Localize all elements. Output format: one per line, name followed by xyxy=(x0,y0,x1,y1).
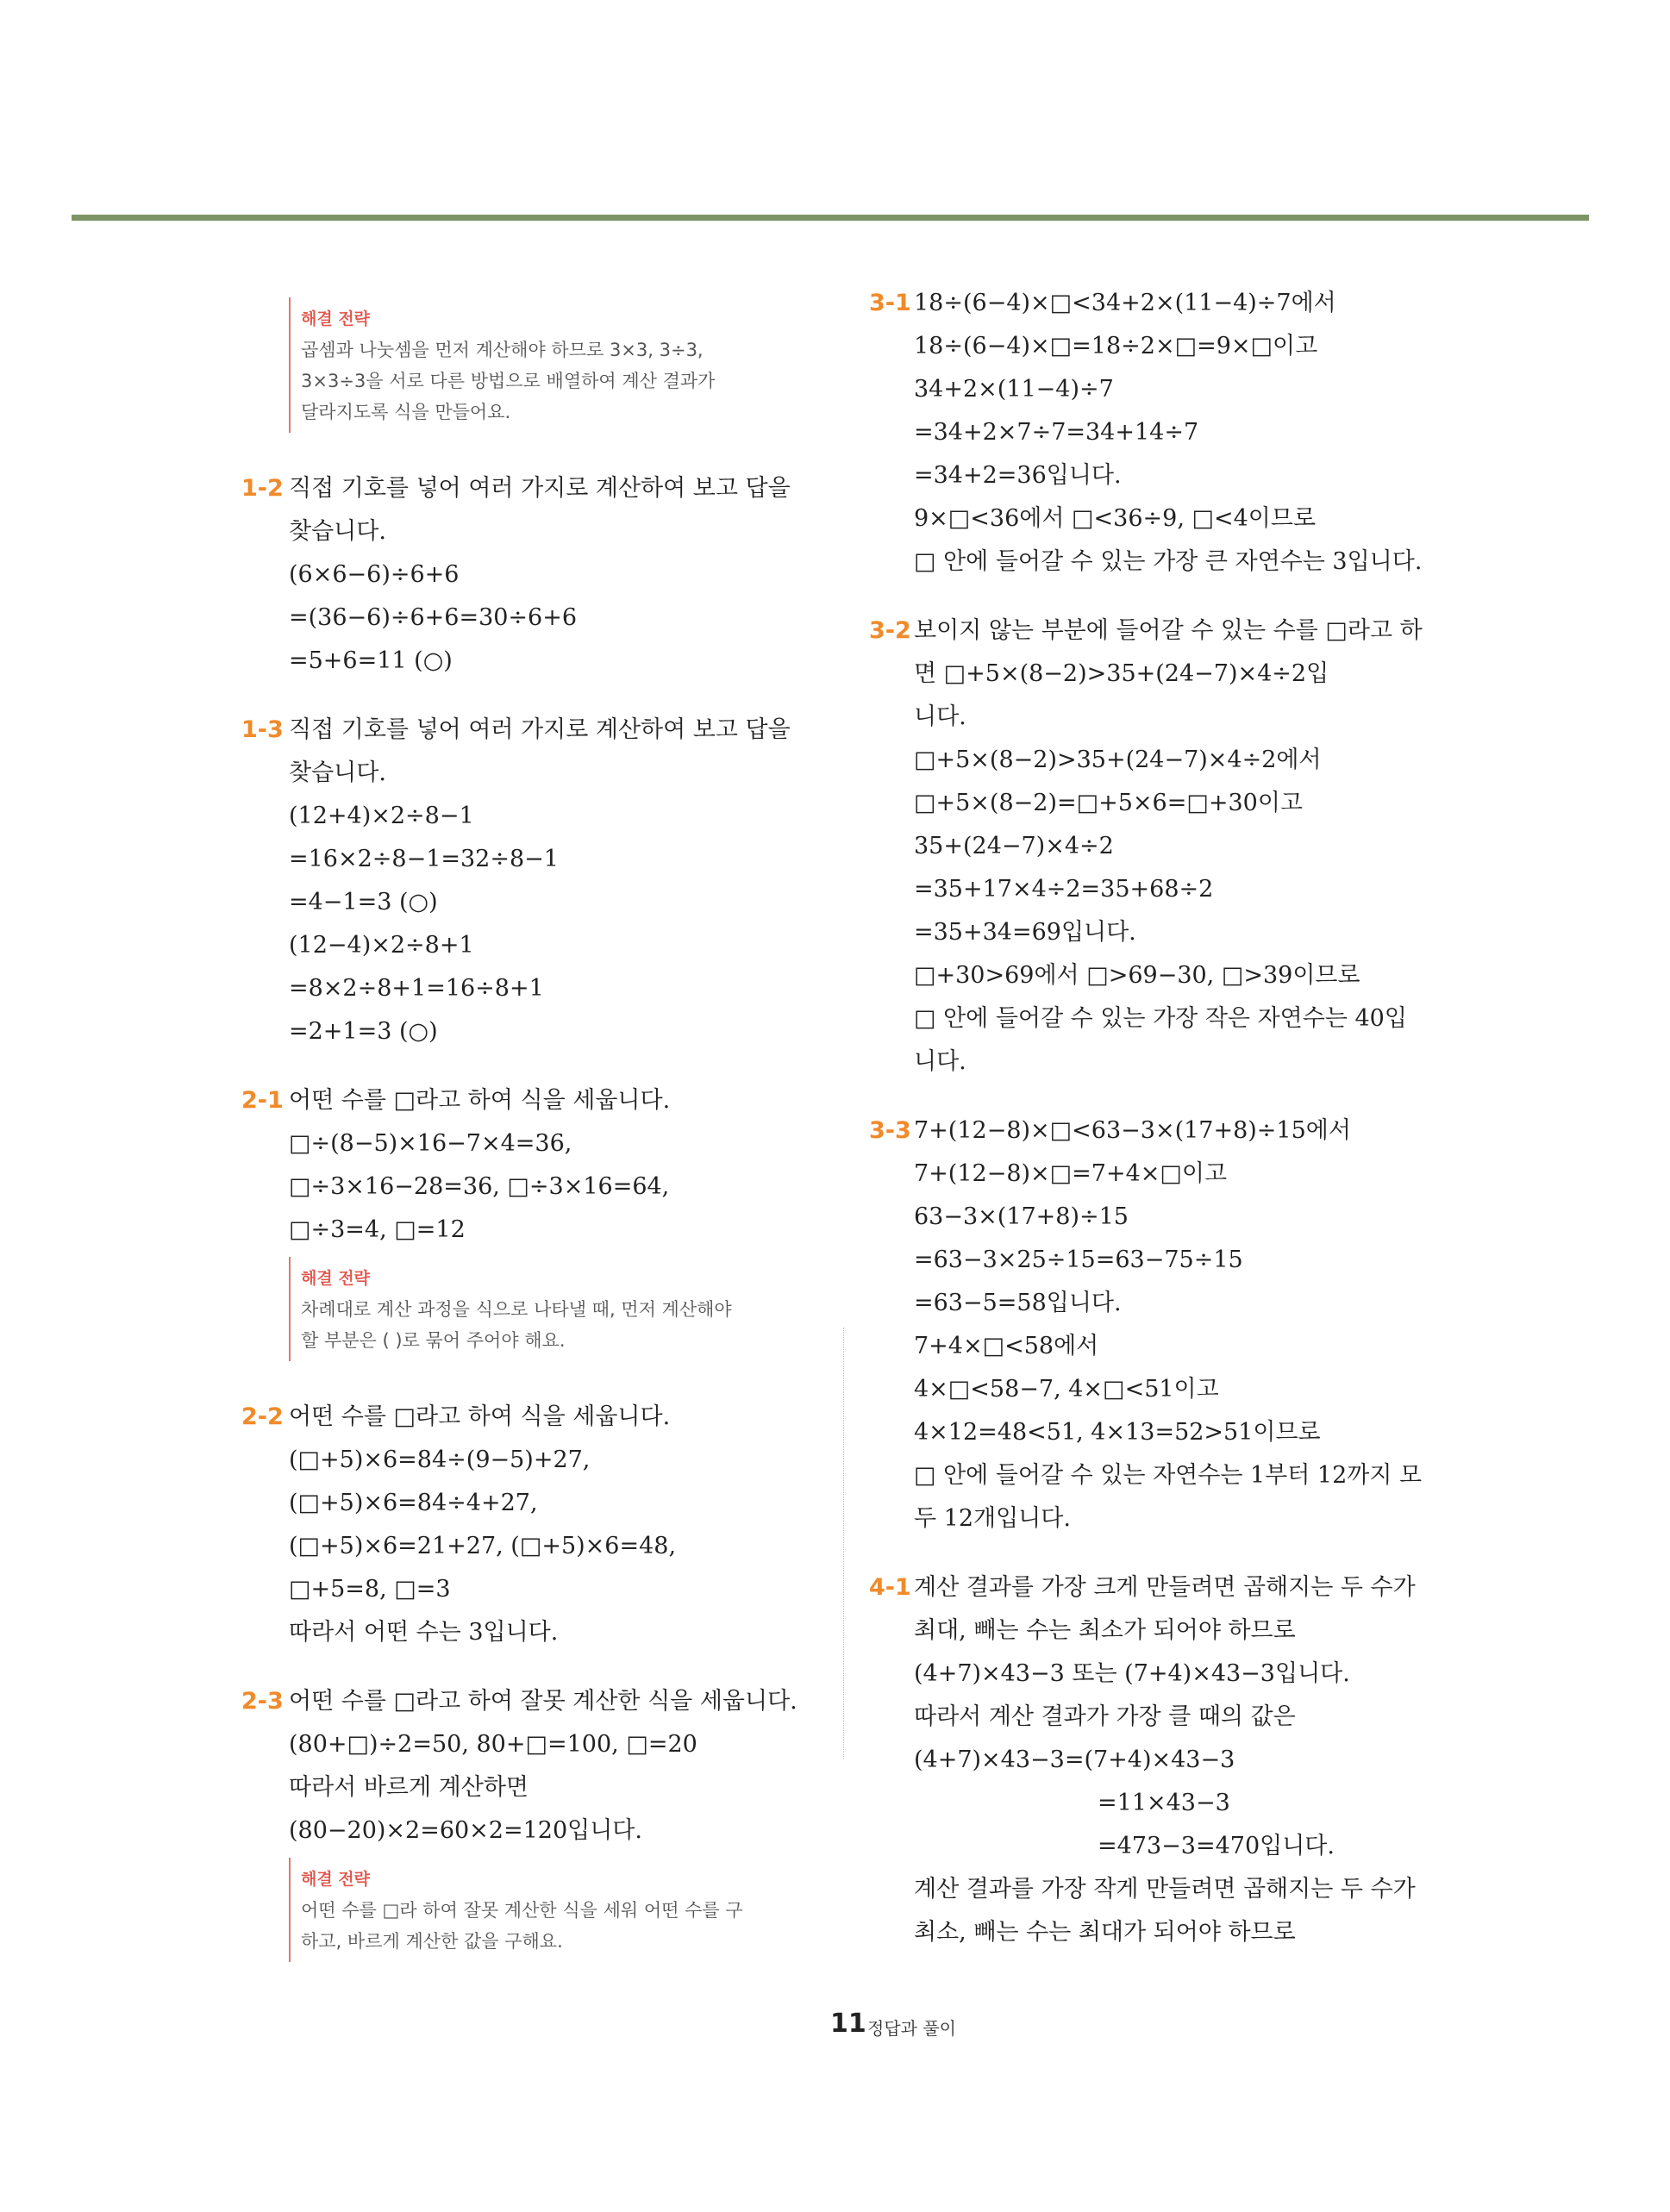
strategy-line: 할 부분은 ( )로 묶어 주어야 해요. xyxy=(301,1330,566,1351)
problem-number: 3-2 xyxy=(869,617,911,644)
solution-line: 직접 기호를 넣어 여러 가지로 계산하여 보고 답을 xyxy=(289,716,791,743)
problem-number: 1-3 xyxy=(241,716,284,743)
problem-number: 3-1 xyxy=(869,290,911,316)
problem-3-3 xyxy=(869,1109,1442,1540)
problem-number: 2-1 xyxy=(241,1087,284,1114)
solution-line: 계산 결과를 가장 크게 만들려면 곱해지는 두 수가 xyxy=(914,1574,1416,1601)
solution-line: 7+(12−8)×□=7+4×□이고 xyxy=(914,1160,1228,1187)
strategy-box-3 xyxy=(289,1858,828,1962)
solution-line: 따라서 계산 결과가 가장 클 때의 값은 xyxy=(914,1703,1296,1730)
solution-line: (□+5)×6=84÷(9−5)+27, xyxy=(289,1447,591,1473)
left-column xyxy=(241,297,828,1996)
problem-number: 3-3 xyxy=(869,1117,911,1144)
problem-1-3 xyxy=(241,709,828,1053)
solution-line: =63−5=58입니다. xyxy=(914,1290,1122,1316)
solution-line: =63−3×25÷15=63−75÷15 xyxy=(914,1247,1243,1273)
solution-line: 63−3×(17+8)÷15 xyxy=(914,1203,1129,1230)
solution-line: =35+17×4÷2=35+68÷2 xyxy=(914,876,1214,903)
page-label: 정답과 풀이 xyxy=(867,2018,956,2039)
solution-line: 어떤 수를 □라고 하여 잘못 계산한 식을 세웁니다. xyxy=(289,1688,797,1715)
solution-line: 계산 결과를 가장 작게 만들려면 곱해지는 두 수가 xyxy=(914,1876,1416,1903)
solution-line: 따라서 바르게 계산하면 xyxy=(289,1774,529,1801)
solution-line: =34+2×7÷7=34+14÷7 xyxy=(914,419,1199,446)
solution-line: 35+(24−7)×4÷2 xyxy=(914,833,1114,859)
solution-line: □+30>69에서 □>69−30, □>39이므로 xyxy=(914,962,1360,989)
problem-4-1 xyxy=(869,1566,1442,1954)
problem-3-1 xyxy=(869,282,1442,584)
strategy-box-1 xyxy=(289,297,828,433)
right-column xyxy=(869,282,1442,1980)
solution-line: 찾습니다. xyxy=(289,518,386,545)
page-number: 11 xyxy=(830,2009,866,2039)
solution-line: 7+(12−8)×□<63−3×(17+8)÷15에서 xyxy=(914,1117,1351,1144)
problem-number: 2-2 xyxy=(241,1403,284,1430)
problem-2-1 xyxy=(241,1079,828,1252)
column-divider xyxy=(843,1328,844,1759)
strategy-line: 곱셈과 나눗셈을 먼저 계산해야 하므로 3×3, 3÷3, xyxy=(301,340,704,360)
solution-line: 최대, 빼는 수는 최소가 되어야 하므로 xyxy=(914,1617,1296,1644)
problem-2-2 xyxy=(241,1396,828,1654)
strategy-line: 3×3÷3을 서로 다른 방법으로 배열하여 계산 결과가 xyxy=(301,371,716,391)
solution-line: □+5×(8−2)>35+(24−7)×4÷2에서 xyxy=(914,747,1322,773)
solution-line: (12−4)×2÷8+1 xyxy=(289,932,474,959)
solution-line: □ 안에 들어갈 수 있는 가장 작은 자연수는 40입 xyxy=(914,1005,1407,1032)
strategy-line: 달라지도록 식을 만들어요. xyxy=(301,402,511,422)
solution-line: □÷3=4, □=12 xyxy=(289,1216,466,1243)
strategy-title: 해결 전략 xyxy=(301,1269,371,1288)
solution-line: =(36−6)÷6+6=30÷6+6 xyxy=(289,604,578,631)
solution-line: (4+7)×43−3=(7+4)×43−3 xyxy=(914,1746,1235,1773)
solution-line: (12+4)×2÷8−1 xyxy=(289,803,474,829)
solution-line: =11×43−3 xyxy=(1098,1790,1230,1816)
solution-line: □÷(8−5)×16−7×4=36, xyxy=(289,1130,572,1157)
solution-line: 최소, 빼는 수는 최대가 되어야 하므로 xyxy=(914,1919,1296,1946)
solution-line: =2+1=3 (○) xyxy=(289,1018,438,1045)
solution-line: □ 안에 들어갈 수 있는 자연수는 1부터 12까지 모 xyxy=(914,1462,1423,1489)
problem-number: 1-2 xyxy=(241,475,284,502)
strategy-box-2 xyxy=(289,1257,828,1361)
solution-line: =35+34=69입니다. xyxy=(914,919,1136,946)
problem-1-2 xyxy=(241,467,828,683)
solution-line: 니다. xyxy=(914,703,966,730)
solution-line: 4×□<58−7, 4×□<51이고 xyxy=(914,1376,1219,1403)
solution-line: (4+7)×43−3 또는 (7+4)×43−3입니다. xyxy=(914,1660,1350,1687)
solution-line: □+5=8, □=3 xyxy=(289,1576,451,1603)
solution-line: 18÷(6−4)×□<34+2×(11−4)÷7에서 xyxy=(914,290,1336,316)
strategy-line: 하고, 바르게 계산한 값을 구해요. xyxy=(301,1931,563,1952)
solution-line: 4×12=48<51, 4×13=52>51이므로 xyxy=(914,1419,1321,1446)
solution-line: 니다. xyxy=(914,1048,966,1075)
problem-3-2 xyxy=(869,609,1442,1084)
solution-line: □ 안에 들어갈 수 있는 가장 큰 자연수는 3입니다. xyxy=(914,548,1423,575)
solution-line: 찾습니다. xyxy=(289,759,386,786)
solution-line: (80+□)÷2=50, 80+□=100, □=20 xyxy=(289,1731,697,1758)
problem-2-3 xyxy=(241,1680,828,1853)
strategy-line: 차례대로 계산 과정을 식으로 나타낼 때, 먼저 계산해야 xyxy=(301,1299,732,1320)
strategy-title: 해결 전략 xyxy=(301,1870,371,1889)
solution-line: =473−3=470입니다. xyxy=(1098,1833,1335,1859)
solution-line: 두 12개입니다. xyxy=(914,1505,1071,1532)
solution-line: 34+2×(11−4)÷7 xyxy=(914,376,1114,403)
strategy-line: 어떤 수를 □라 하여 잘못 계산한 식을 세워 어떤 수를 구 xyxy=(301,1900,743,1921)
solution-line: 따라서 어떤 수는 3입니다. xyxy=(289,1619,559,1646)
solution-line: 18÷(6−4)×□=18÷2×□=9×□이고 xyxy=(914,333,1318,359)
solution-line: =8×2÷8+1=16÷8+1 xyxy=(289,975,544,1002)
solution-line: (□+5)×6=21+27, (□+5)×6=48, xyxy=(289,1533,677,1559)
solution-line: 면 □+5×(8−2)>35+(24−7)×4÷2입 xyxy=(914,660,1329,687)
solution-line: =5+6=11 (○) xyxy=(289,647,453,674)
solution-line: 어떤 수를 □라고 하여 식을 세웁니다. xyxy=(289,1087,671,1114)
solution-line: 보이지 않는 부분에 들어갈 수 있는 수를 □라고 하 xyxy=(914,617,1423,644)
solution-line: =34+2=36입니다. xyxy=(914,462,1122,489)
solution-line: =16×2÷8−1=32÷8−1 xyxy=(289,846,559,872)
solution-line: 어떤 수를 □라고 하여 식을 세웁니다. xyxy=(289,1403,671,1430)
solution-line: □÷3×16−28=36, □÷3×16=64, xyxy=(289,1173,670,1200)
solution-line: (6×6−6)÷6+6 xyxy=(289,561,460,588)
strategy-title: 해결 전략 xyxy=(301,309,371,328)
solution-line: (□+5)×6=84÷4+27, xyxy=(289,1490,538,1516)
solution-line: 7+4×□<58에서 xyxy=(914,1333,1099,1359)
solution-line: 직접 기호를 넣어 여러 가지로 계산하여 보고 답을 xyxy=(289,475,791,502)
problem-number: 2-3 xyxy=(241,1688,284,1715)
solution-line: (80−20)×2=60×2=120입니다. xyxy=(289,1817,642,1844)
solution-line: =4−1=3 (○) xyxy=(289,889,438,915)
problem-number: 4-1 xyxy=(869,1574,911,1601)
solution-line: □+5×(8−2)=□+5×6=□+30이고 xyxy=(914,790,1303,816)
header-rule xyxy=(72,215,1589,221)
solution-line: 9×□<36에서 □<36÷9, □<4이므로 xyxy=(914,505,1317,532)
